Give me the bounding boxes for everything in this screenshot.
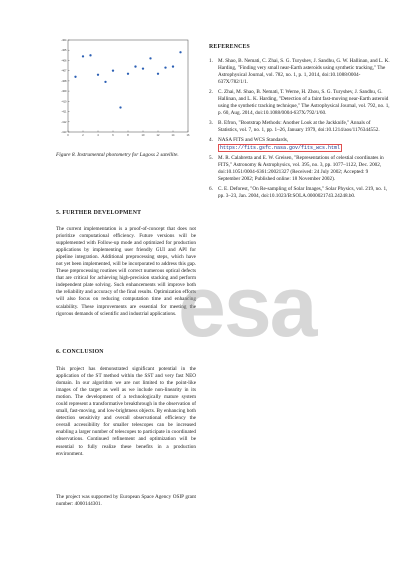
reference-item bbox=[209, 58, 390, 86]
reference-number: 3. bbox=[209, 120, 213, 127]
reference-number: 5. bbox=[209, 154, 213, 161]
reference-text: M. R. Calabretta and E. W. Greisen, "Representations of celestial coordinates in FITS," Astronomy & Astrophysics, vol. 395, no. 3, pp. 1077–1122, Dec. 2002, doi:10.1051/0004-6361:20021327 (Received: 24 July 2002; Accepted: 9 September 2002; Published online: 18 November 2002). bbox=[218, 154, 384, 182]
x-tick-label: 14 bbox=[171, 134, 175, 137]
reference-number: 6. bbox=[209, 185, 213, 192]
reference-number: 1. bbox=[209, 58, 213, 64]
data-point bbox=[164, 66, 166, 68]
funding-paragraph: The project was supported by European Space Agency OSIP grant number: 4000144301. bbox=[56, 494, 196, 508]
y-tick-label: -409 bbox=[61, 90, 67, 94]
reference-text: C. Zhai, M. Shao, B. Nemati, T. Werne, H. Zhou, S. G. Turyshev, J. Sandhu, G. Hallinan, and L. K. Harding, "Detection of a faint fast-moving near-Earth asteroid using the synthetic tracking technique," The Astrophysical Journal, vol. 792, no. 1, p. 60, Aug. 2014, doi:10.1088/0004-637X/792/1/60. bbox=[218, 89, 390, 117]
reference-item bbox=[209, 120, 390, 134]
data-point bbox=[89, 54, 91, 56]
data-point bbox=[142, 67, 144, 69]
data-point bbox=[82, 55, 84, 57]
y-tick-label: -412 bbox=[61, 120, 67, 124]
reference-item bbox=[209, 137, 390, 151]
data-point bbox=[149, 57, 151, 59]
y-tick-label: -406 bbox=[61, 59, 67, 63]
references-title: REFERENCES bbox=[209, 44, 250, 50]
y-tick-label: -405 bbox=[61, 49, 67, 53]
y-tick-label: -408 bbox=[61, 79, 67, 83]
x-tick-label: 2 bbox=[82, 134, 84, 137]
photometry-scatter-plot bbox=[56, 36, 194, 148]
section-title-conclusion: 6. CONCLUSION bbox=[56, 349, 104, 355]
data-point bbox=[112, 70, 114, 72]
reference-item bbox=[209, 186, 390, 200]
data-point bbox=[172, 65, 174, 67]
data-point bbox=[179, 51, 181, 53]
x-tick-label: 10 bbox=[141, 134, 145, 137]
data-point bbox=[97, 74, 99, 76]
further-development-paragraph: The current implementation is a proof-of-concept that does not prioritize computational efficiency. Future versions will be supplemented with Follow-up mode and optimized for production applications by implementing user friendly GUI and API for pipeline integration. Additional preprocessing steps, which have not yet been implemented, will be incorporated to address this gap. These preprocessing routines will correct numerous optical defects that are critical for achieving high-precision stacking and perform independent plate solving. Such enhancements will improve both the reliability and accuracy of the final results. Optimization efforts will also focus on reducing computation time and enhancing scalability. These improvements are essential for meeting the rigorous demands of scientific and industrial applications. bbox=[56, 226, 196, 317]
reference-number: 2. bbox=[209, 89, 213, 96]
data-point bbox=[119, 106, 121, 108]
data-point bbox=[127, 73, 129, 75]
y-tick-label: -410 bbox=[61, 100, 67, 104]
y-tick-label: -411 bbox=[61, 110, 67, 114]
x-tick-label: 0 bbox=[67, 134, 69, 137]
data-point bbox=[74, 76, 76, 78]
reference-number: 4. bbox=[209, 137, 213, 144]
x-tick-label: 12 bbox=[156, 134, 160, 137]
photometry-figure bbox=[56, 36, 194, 148]
y-tick-label: -413 bbox=[61, 131, 67, 134]
data-point bbox=[104, 81, 106, 83]
x-tick-label: 6 bbox=[112, 134, 114, 137]
esa-watermark-logo: esa bbox=[178, 259, 316, 355]
x-tick-label: 8 bbox=[127, 134, 129, 137]
x-tick-label: 4 bbox=[97, 134, 99, 137]
reference-text: NASA FITS and WCS Standards, bbox=[218, 137, 289, 144]
conclusion-paragraph: This project has demonstrated significant potential in the application of the ST method within the SST and very fast NEO domain. In our algorithm we are not limited to the point-like images of the target as well as we include non-linearity in its motion. The development of a technologically mature system could represent a transformative breakthrough in the observation of small, fast-moving, and low-brightness objects. By enhancing both detection sensitivity and overall observational efficiency the overall accessibility for smaller telescopes can be increased enabling a larger number of telescopes to participate in coordinated observations. Continued refinement and optimization will be essential to fully realize these benefits in a production environment. bbox=[56, 366, 197, 457]
reference-text: M. Shao, B. Nemati, C. Zhai, S. G. Turyshev, J. Sandhu, G. W. Hallinan, and L. K. Harding, "Finding very small near-Earth asteroids using synthetic tracking," The Astrophysical Journal, vol. 782, no. 1, p. 1, 2014, doi:10.1088/0004-637X/782/1/1. bbox=[218, 58, 390, 86]
references-list bbox=[209, 58, 390, 203]
data-point bbox=[134, 65, 136, 67]
reference-text: C. E. Deforest, "On Re-sampling of Solar Images," Solar Physics, vol. 219, no. 1, pp. 3–23, Jan. 2004, doi:10.1023/B:SOLA.0000021743.24248.b0. bbox=[218, 185, 388, 199]
reference-text: B. Efron, "Bootstrap Methods: Another Look at the Jackknife," Annals of Statistics, vol. 7, no. 1, pp. 1–26, January 1979, doi:10.1214/aos/1176344552. bbox=[218, 120, 380, 134]
data-point bbox=[157, 73, 159, 75]
y-tick-label: -407 bbox=[61, 69, 67, 73]
reference-item bbox=[209, 155, 390, 183]
y-tick-label: -404 bbox=[61, 39, 67, 42]
figure-caption: Figure 8. Instrumental photometry for Lagoss 2 satellite. bbox=[56, 152, 179, 158]
x-tick-label: 16 bbox=[186, 134, 190, 137]
reference-item bbox=[209, 89, 390, 117]
section-title-further-development: 5. FURTHER DEVELOPMENT bbox=[56, 210, 142, 216]
plot-frame bbox=[68, 40, 188, 132]
reference-url-link[interactable]: https://fits.gsfc.nasa.gov/fits_wcs.html bbox=[220, 144, 341, 151]
